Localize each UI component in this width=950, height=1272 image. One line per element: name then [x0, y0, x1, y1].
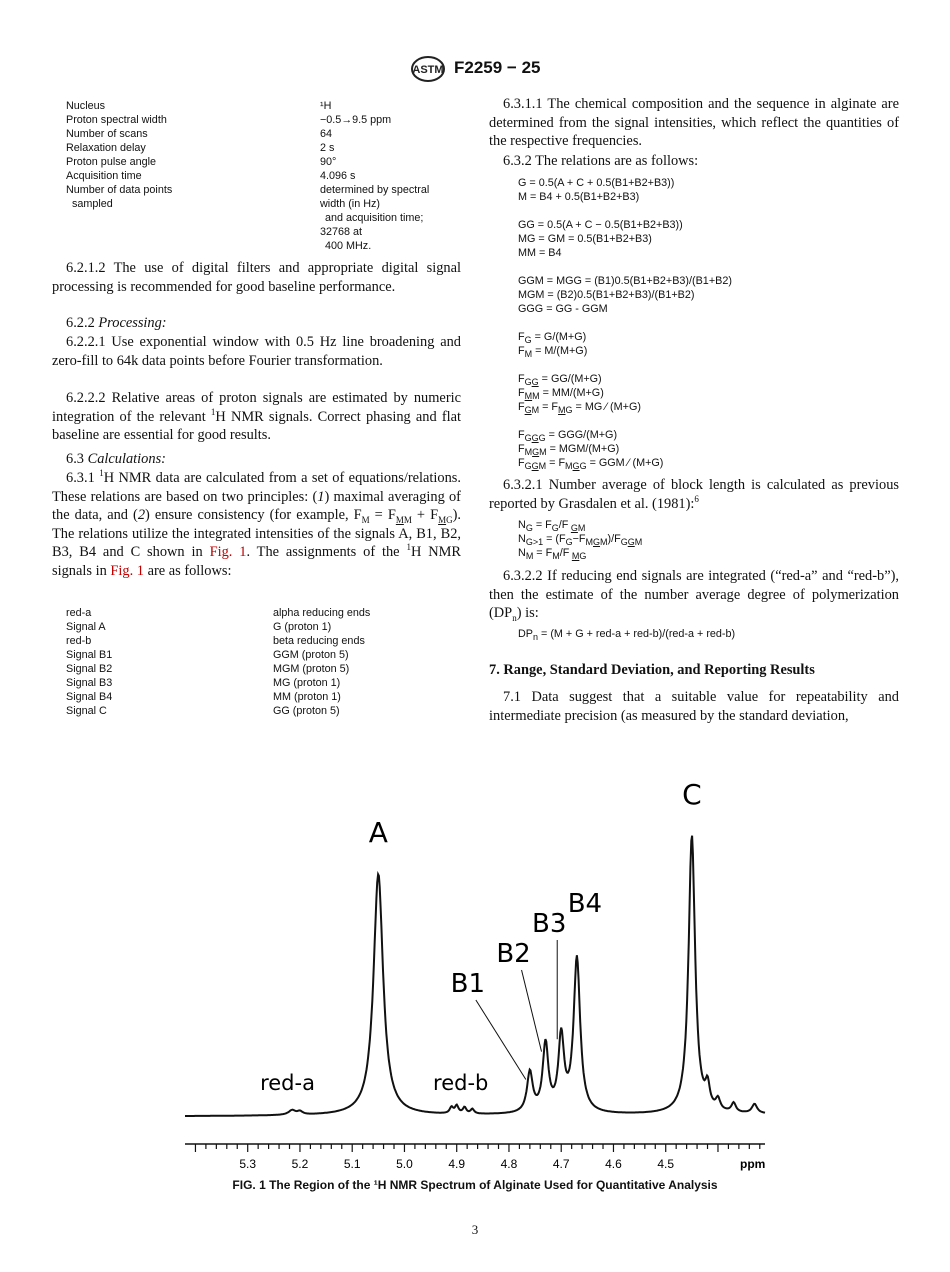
param-label: Acquisition time — [66, 170, 142, 182]
tick-label: 5.0 — [396, 1157, 413, 1171]
text: ) ensure consistency (for example, F — [145, 507, 362, 523]
astm-logo-icon — [410, 56, 446, 82]
equation: $F_{MM} = MM/(M+G)$ — [518, 387, 604, 402]
signal-assignment: beta reducing ends — [273, 635, 365, 647]
page-number: 3 — [471, 1222, 479, 1237]
text: ). The relations utilize the integrated intensities of the signals A, B1, B2, B3, B4 and C shown in — [52, 507, 461, 560]
tick-label: 4.7 — [552, 1157, 570, 1171]
param-value: and acquisition time; — [325, 212, 424, 224]
superscript: 1 — [99, 468, 104, 479]
param-value: 32768 at — [320, 226, 363, 238]
peak-label-B3: B3 — [532, 909, 567, 939]
paragraph-7-1: 7.1 Data suggest that a suitable value for repeatability and intermediate precision (as measured by the standard deviation, — [489, 689, 899, 724]
paragraph-6-3-1-1: 6.3.1.1 The chemical composition and the sequence in alginate are determined from the signal intensities, which reflect the quantities of the respective frequencies. — [489, 96, 899, 149]
signal-name: Signal B4 — [66, 691, 113, 703]
section-7-heading: 7. Range, Standard Deviation, and Reporting Results — [489, 662, 815, 678]
section-number: 6.3 — [66, 451, 84, 467]
leader-line-B2 — [522, 970, 542, 1052]
equation: GGM = MGG = (B1)0.5(B1+B2+B3)/(B1+B2) — [518, 275, 732, 287]
document-id: F2259 − 25 — [454, 58, 541, 77]
section-title: Calculations: — [87, 451, 166, 467]
param-value: 2 s — [320, 142, 335, 154]
param-label: Nucleus — [66, 100, 106, 112]
peak-label-C: C — [682, 778, 702, 811]
x-axis — [185, 1144, 765, 1152]
peak-label-red-b: red-b — [433, 1071, 489, 1095]
paragraph-6-2-2-1: 6.2.2.1 Use exponential window with 0.5 Hz line broadening and zero-fill to 64k data points before Fourier transformation. — [52, 334, 461, 369]
peak-label-B2: B2 — [496, 939, 531, 969]
param-value: width (in Hz) — [320, 198, 380, 210]
text: H NMR signals in — [52, 544, 462, 579]
leader-line-B1 — [476, 1000, 526, 1080]
subscript: n — [533, 632, 539, 643]
equation: GGG = GG - GGM — [518, 303, 608, 315]
block-length-equations — [518, 519, 898, 563]
text: . The assignments of the — [246, 544, 407, 560]
text: 6.3.2.1 Number average of block length is calculated as previous reported by Grasdalen et al. (1981): — [489, 477, 899, 512]
param-label: Relaxation delay — [66, 142, 146, 154]
tick-label: 4.8 — [500, 1157, 518, 1171]
param-value: 90° — [320, 156, 337, 168]
paragraph-6-2-2-2 — [52, 389, 461, 445]
equation: $N_G = F_G/F$ $_{GM}$ — [518, 519, 586, 534]
text: H NMR signals. Correct phasing and flat baseline are essential for good results. — [52, 408, 461, 443]
nmr-spectrum-figure — [0, 760, 950, 1180]
equation: $N_M = F_M/F$ $_{MG}$ — [518, 547, 587, 562]
equation: GG = 0.5(A + C − 0.5(B1+B2+B3)) — [518, 219, 683, 231]
paragraph-6-2-1-2: 6.2.1.2 The use of digital filters and appropriate digital signal processing is recommended for good baseline performance. — [52, 260, 461, 295]
signal-assignment: alpha reducing ends — [273, 607, 371, 619]
equation: $F_G = G/(M+G)$ — [518, 331, 587, 346]
peak-label-A: A — [368, 816, 388, 849]
paragraph-6-3-2: 6.3.2 The relations are as follows: — [503, 153, 699, 169]
signal-name: Signal C — [66, 705, 107, 717]
text: ) maximal averaging of the data, and ( — [52, 488, 461, 523]
text: are as follows: — [143, 562, 232, 579]
signal-name: Signal B3 — [66, 677, 113, 689]
param-value: 64 — [320, 128, 333, 140]
signal-assignment: MM (proton 1) — [273, 691, 341, 703]
figure-caption: FIG. 1 The Region of the ¹H NMR Spectrum of Alginate Used for Quantitative Analysis — [232, 1178, 718, 1192]
italic-number: 1 — [317, 488, 325, 505]
param-value: −0.5→9.5 ppm — [320, 114, 392, 126]
equation: $F_{GGG} = GGG/(M+G)$ — [518, 429, 618, 444]
equation: $N_{G>1} = (F_G-F_{MGM})/F_{GGM}$ — [518, 533, 643, 548]
peak-label-B1: B1 — [450, 969, 486, 999]
signal-name: red-a — [66, 607, 92, 619]
equation-dpn: $DP_n = (M + G + red-a + red-b)/(red-a + red-b)$ — [518, 628, 736, 643]
equation: $F_{GGM} = F_{MGG}$ = GGM ⁄ (M+G) — [518, 457, 664, 472]
figure-link[interactable]: Fig. 1 — [110, 562, 144, 579]
tick-label: 4.6 — [605, 1157, 622, 1171]
signal-assignment: MGM (proton 5) — [273, 663, 350, 675]
equation: $F_{GM} = F_{MG}$ = MG ⁄ (M+G) — [518, 401, 641, 416]
param-label: Number of scans — [66, 128, 148, 140]
text: H NMR data are calculated from a set of equations/relations. These relations are based on two principles: ( — [52, 470, 461, 505]
equation: G = 0.5(A + C + 0.5(B1+B2+B3)) — [518, 177, 675, 189]
peak-label-red-a: red-a — [260, 1071, 315, 1095]
svg-text:ASTM: ASTM — [412, 64, 444, 76]
param-label: Number of data points — [66, 184, 173, 196]
signal-assignment: GG (proton 5) — [273, 705, 340, 717]
heading-6-2-2 — [52, 314, 461, 333]
equation: MM = B4 — [518, 247, 562, 259]
tick-label: 4.9 — [448, 1157, 466, 1171]
param-label: sampled — [72, 198, 113, 210]
x-axis-label: ppm — [740, 1157, 766, 1171]
param-value: ¹H — [320, 100, 332, 112]
signal-name: Signal B2 — [66, 663, 113, 675]
equation-block — [518, 177, 898, 477]
param-value: 400 MHz. — [325, 240, 372, 252]
superscript: 1 — [406, 542, 411, 553]
equation: M = B4 + 0.5(B1+B2+B3) — [518, 191, 640, 203]
italic-number: 2 — [137, 507, 146, 523]
paragraph-6-3-2-2 — [489, 567, 899, 623]
tick-label: 5.3 — [239, 1157, 257, 1171]
text: 6.2.2.2 Relative areas of proton signals are estimated by numeric integration of the relevant — [52, 390, 461, 425]
equation: MGM = (B2)0.5(B1+B2+B3)/(B1+B2) — [518, 289, 695, 301]
peak-label-B4: B4 — [567, 889, 603, 919]
signal-name: Signal B1 — [66, 649, 113, 661]
text: = (M + G + red-a + red-b)/(red-a + red-b) — [538, 628, 736, 640]
peak-annotations — [260, 778, 702, 1095]
param-value: determined by spectral — [320, 184, 430, 196]
param-value: 4.096 s — [320, 170, 356, 182]
section-title: Processing: — [98, 315, 167, 331]
paragraph-6-3-1: 6.3.1 $^1$H NMR data are calculated from a set of equations/relations. These relations are based on two principles: (1) maximal averaging of the data, and (2) ensure consistency (for example, $F_M = F_{MM} + F_{MG}$). The relations utilize the integrated intensities of the signals A, B1, B2, B3, B4 and C shown in Fig. 1. The assignments of the $^1$H NMR signals in Fig. 1 are as follows: — [52, 468, 462, 579]
signal-name: red-b — [66, 635, 92, 647]
param-label: Proton spectral width — [66, 114, 167, 126]
text: ) is: — [516, 605, 539, 621]
subscript: n — [512, 612, 517, 623]
figure-link[interactable]: Fig. 1 — [209, 544, 247, 560]
equation: $F_{GG} = GG/(M+G)$ — [518, 373, 602, 388]
signal-name: Signal A — [66, 621, 106, 633]
paragraph-6-3-2-1 — [489, 476, 899, 513]
tick-labels — [239, 1157, 674, 1171]
equation: MG = GM = 0.5(B1+B2+B3) — [518, 233, 652, 245]
equation: $F_M = M/(M+G)$ — [518, 345, 588, 360]
text: 6.3.2.2 If reducing end signals are integrated (“red-a” and “red-b”), then the estimate of the number average degree of polymerization (DP — [489, 568, 899, 621]
signal-assignment: GGM (proton 5) — [273, 649, 349, 661]
footnote-ref: 6 — [694, 493, 699, 504]
signal-assignment: G (proton 1) — [273, 621, 332, 633]
superscript: 1 — [210, 406, 216, 417]
heading-6-3 — [52, 450, 461, 469]
tick-label: 5.1 — [343, 1157, 361, 1171]
assignment-table — [0, 606, 470, 722]
section-number: 6.2.2 — [66, 315, 95, 331]
equation: $F_{MGM} = MGM/(M+G)$ — [518, 443, 620, 458]
text: 6.3.1 — [66, 470, 100, 486]
tick-label: 4.5 — [657, 1157, 675, 1171]
tick-label: 5.2 — [291, 1157, 309, 1171]
param-label: Proton pulse angle — [66, 156, 157, 168]
signal-assignment: MG (proton 1) — [273, 677, 341, 689]
parameter-table — [0, 99, 470, 259]
